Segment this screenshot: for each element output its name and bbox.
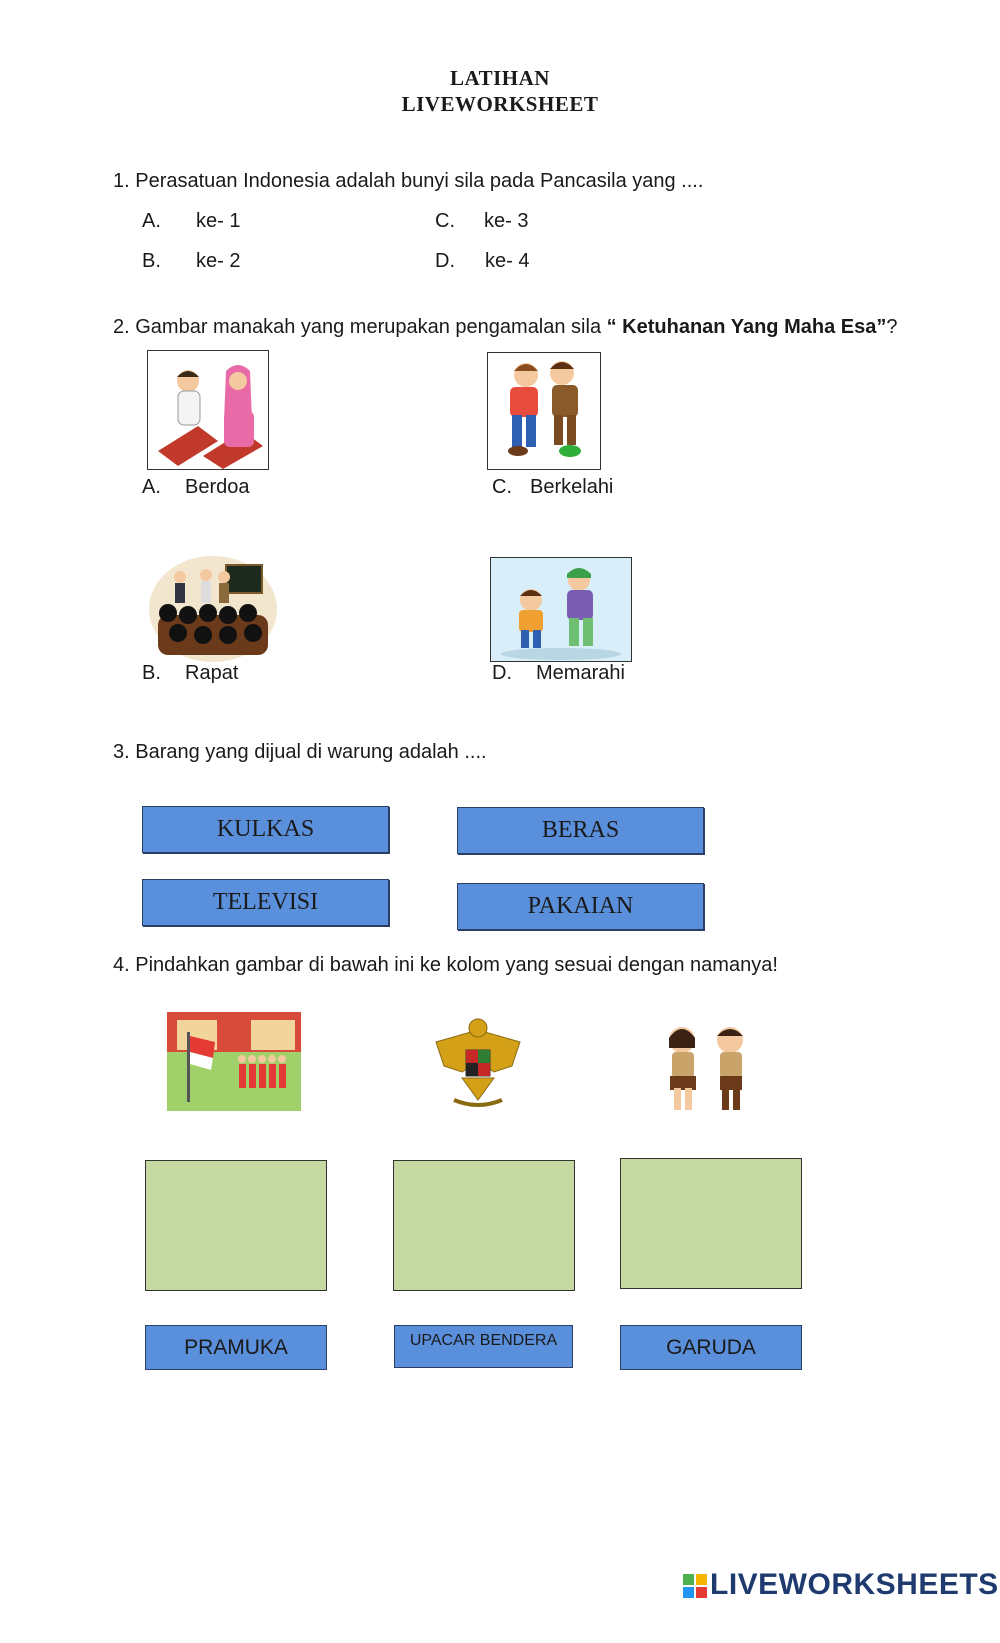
praying-children-icon[interactable]	[147, 350, 269, 470]
q1-option-c-letter: C.	[435, 210, 455, 232]
q2-option-c-letter: C.	[492, 476, 512, 498]
choice-kulkas-button[interactable]: KULKAS	[142, 806, 389, 853]
question-4-text: 4. Pindahkan gambar di bawah ini ke kolom yang sesuai dengan namanya!	[113, 954, 778, 976]
label-upacara-bendera[interactable]: UPACAR BENDERA	[394, 1325, 573, 1368]
label-garuda[interactable]: GARUDA	[620, 1325, 802, 1370]
q1-option-b-text: ke- 2	[196, 250, 241, 272]
q2-option-a-text: Berdoa	[185, 476, 250, 498]
question-2-prefix: 2. Gambar manakah yang merupakan pengamalan sila	[113, 316, 607, 338]
q2-option-c-text: Berkelahi	[530, 476, 614, 498]
drop-zone-2[interactable]	[393, 1160, 575, 1291]
liveworksheets-logo-icon	[683, 1574, 707, 1598]
brand-name: LIVEWORKSHEETS	[710, 1568, 999, 1601]
label-pramuka[interactable]: PRAMUKA	[145, 1325, 327, 1370]
title-line-2: LIVEWORKSHEET	[401, 92, 599, 116]
q2-option-b-letter: B.	[142, 662, 161, 684]
meeting-classroom-icon[interactable]	[148, 555, 278, 663]
question-2-text	[113, 316, 897, 339]
q1-option-d-text: ke- 4	[485, 250, 530, 272]
flag-ceremony-icon[interactable]	[167, 1012, 301, 1111]
q1-option-a-letter: A.	[142, 210, 161, 232]
drop-zone-1[interactable]	[145, 1160, 327, 1291]
choice-pakaian-button[interactable]: PAKAIAN	[457, 883, 704, 930]
q2-option-b-text: Rapat	[185, 662, 239, 684]
choice-televisi-button[interactable]: TELEVISI	[142, 879, 389, 926]
question-2-emphasis: “ Ketuhanan Yang Maha Esa”	[606, 316, 887, 338]
question-3-text: 3. Barang yang dijual di warung adalah ....	[113, 741, 487, 763]
q1-option-d-letter: D.	[435, 250, 455, 272]
garuda-emblem-icon[interactable]	[432, 1012, 524, 1112]
choice-beras-button[interactable]: BERAS	[457, 807, 704, 854]
title-line-1: LATIHAN	[450, 66, 550, 90]
q2-option-d-letter: D.	[492, 662, 512, 684]
q1-option-b-letter: B.	[142, 250, 161, 272]
fighting-boys-icon[interactable]	[487, 352, 601, 470]
question-2-suffix: ?	[886, 316, 898, 338]
q2-option-d-text: Memarahi	[536, 662, 625, 684]
q1-option-a-text: ke- 1	[196, 210, 241, 232]
q1-option-c-text: ke- 3	[484, 210, 529, 232]
question-1-text: 1. Perasatuan Indonesia adalah bunyi sila pada Pancasila yang ....	[113, 170, 704, 192]
scolding-boys-icon[interactable]	[490, 557, 632, 662]
q2-option-a-letter: A.	[142, 476, 161, 498]
scout-children-icon[interactable]	[652, 1012, 760, 1120]
drop-zone-3[interactable]	[620, 1158, 802, 1289]
